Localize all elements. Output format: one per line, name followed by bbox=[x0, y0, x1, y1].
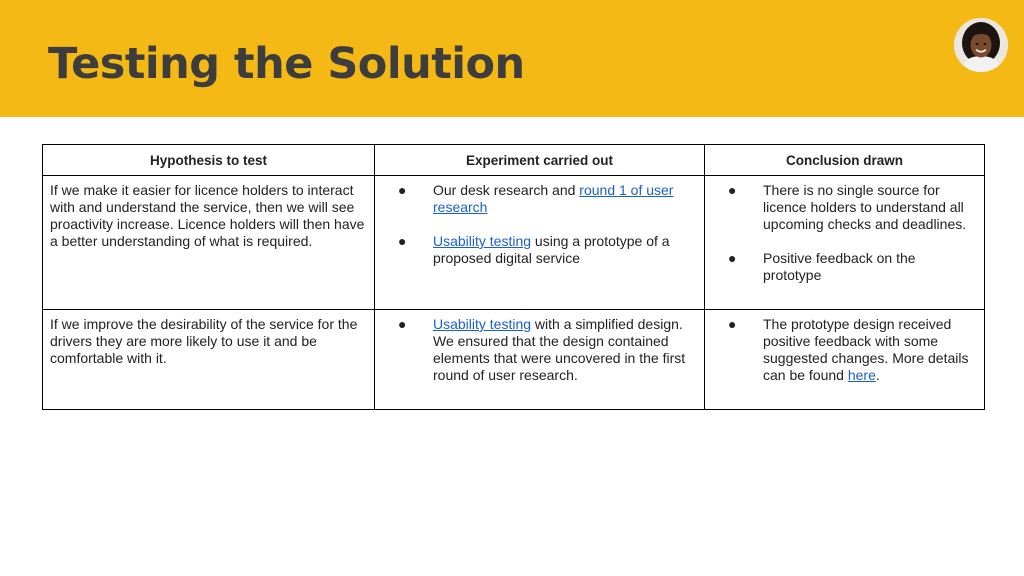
table-row bbox=[43, 176, 985, 310]
conclusion-text-after: . bbox=[875, 367, 880, 383]
here-link[interactable]: here bbox=[847, 367, 876, 383]
bullet-icon: ● bbox=[728, 182, 737, 198]
experiment-text: Our desk research and bbox=[433, 182, 580, 198]
experiment-item bbox=[382, 182, 697, 216]
column-header-hypothesis: Hypothesis to test bbox=[43, 145, 375, 176]
table-header-row bbox=[43, 145, 985, 176]
usability-testing-link[interactable]: Usability testing bbox=[433, 233, 532, 249]
presenter-avatar bbox=[954, 18, 1008, 72]
slide-title: Testing the Solution bbox=[48, 39, 525, 89]
table-row bbox=[43, 310, 985, 410]
avatar-portrait-icon bbox=[954, 18, 1008, 72]
experiment-text-after: with a simplified design. We ensured that the design contained elements that were uncovered in the first round of user research. bbox=[433, 316, 686, 383]
bullet-icon: ● bbox=[728, 316, 737, 332]
experiment-cell bbox=[375, 176, 705, 310]
usability-testing-link[interactable]: Usability testing bbox=[433, 316, 532, 332]
conclusion-text: The prototype design received positive feedback with some suggested changes. More details can be found bbox=[763, 316, 969, 383]
hypothesis-cell: If we make it easier for licence holders to interact with and understand the service, then we will see proactivity increase. Licence holders will then have a better understanding of what is required. bbox=[43, 176, 375, 310]
conclusion-item bbox=[712, 250, 977, 284]
column-header-conclusion: Conclusion drawn bbox=[705, 145, 985, 176]
experiment-cell bbox=[375, 310, 705, 410]
conclusion-text: Positive feedback on the prototype bbox=[763, 250, 916, 283]
conclusion-cell bbox=[705, 310, 985, 410]
hypothesis-cell: If we improve the desirability of the service for the drivers they are more likely to use it and be comfortable with it. bbox=[43, 310, 375, 410]
round-1-user-research-link[interactable]: round 1 of user research bbox=[433, 182, 674, 215]
conclusion-text: There is no single source for licence holders to understand all upcoming checks and deadlines. bbox=[763, 182, 967, 232]
experiment-item bbox=[382, 316, 697, 384]
experiment-text-after: using a prototype of a proposed digital service bbox=[433, 233, 670, 266]
conclusion-item bbox=[712, 182, 977, 233]
column-header-experiment: Experiment carried out bbox=[375, 145, 705, 176]
conclusion-cell bbox=[705, 176, 985, 310]
bullet-icon: ● bbox=[728, 250, 737, 266]
bullet-icon: ● bbox=[398, 233, 407, 249]
bullet-icon: ● bbox=[398, 316, 407, 332]
bullet-icon: ● bbox=[398, 182, 407, 198]
testing-table bbox=[42, 144, 985, 410]
conclusion-item bbox=[712, 316, 977, 384]
experiment-item bbox=[382, 233, 697, 267]
